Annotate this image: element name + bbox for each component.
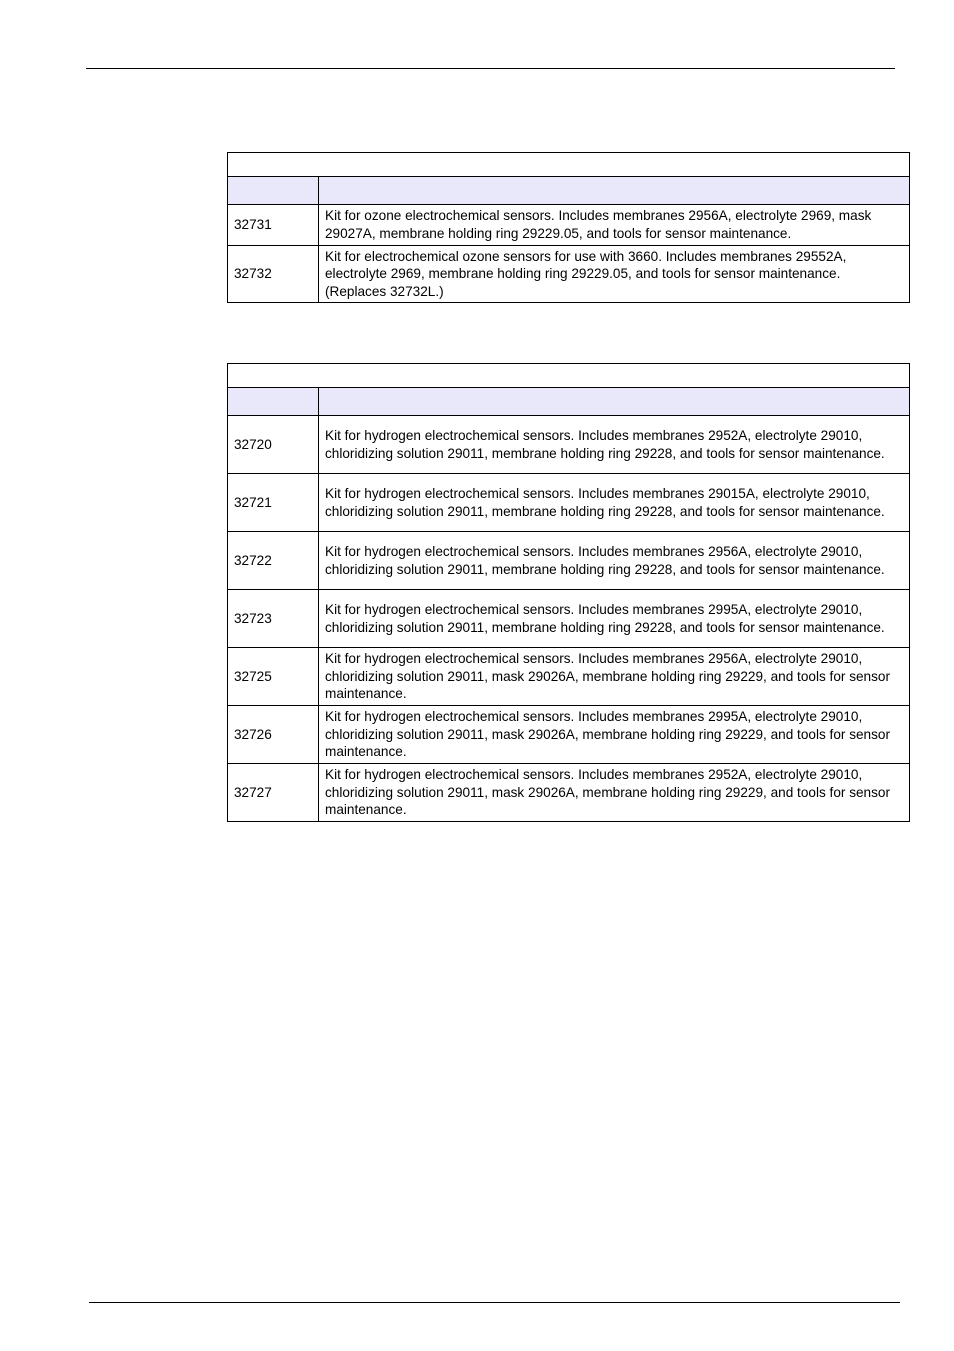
table-row <box>228 706 910 764</box>
kit-description: Kit for hydrogen electrochemical sensors. Includes membranes 2952A, electrolyte 29010, chloridizing solution 29011, mask 29026A, membrane holding ring 29229, and tools for sensor maintenance. <box>319 764 910 822</box>
table-header-row <box>228 177 910 205</box>
kit-description: Kit for hydrogen electrochemical sensors. Includes membranes 2956A, electrolyte 29010, chloridizing solution 29011, membrane holding ring 29228, and tools for sensor maintenance. <box>319 532 910 590</box>
kit-description: Kit for ozone electrochemical sensors. Includes membranes 2956A, electrolyte 2969, mask 29027A, membrane holding ring 29229.05, and tools for sensor maintenance. <box>319 205 910 246</box>
ozone-kit-table <box>227 152 910 303</box>
hydrogen-kit-table <box>227 363 910 822</box>
kit-description: Kit for hydrogen electrochemical sensors. Includes membranes 2956A, electrolyte 29010, chloridizing solution 29011, mask 29026A, membrane holding ring 29229, and tools for sensor maintenance. <box>319 648 910 706</box>
table-row <box>228 764 910 822</box>
kit-description: Kit for hydrogen electrochemical sensors. Includes membranes 29015A, electrolyte 29010, chloridizing solution 29011, membrane holding ring 29228, and tools for sensor maintenance. <box>319 474 910 532</box>
table-row <box>228 648 910 706</box>
catalog-number: 32721 <box>228 474 319 532</box>
catalog-number: 32720 <box>228 416 319 474</box>
catalog-number: 32727 <box>228 764 319 822</box>
kit-description: Kit for hydrogen electrochemical sensors. Includes membranes 2995A, electrolyte 29010, chloridizing solution 29011, mask 29026A, membrane holding ring 29229, and tools for sensor maintenance. <box>319 706 910 764</box>
table-title <box>228 153 910 177</box>
footer-rule <box>89 1302 900 1303</box>
catalog-number: 32722 <box>228 532 319 590</box>
column-header-description <box>319 177 910 205</box>
column-header-description <box>319 388 910 416</box>
kit-description: Kit for electrochemical ozone sensors for use with 3660. Includes membranes 29552A, electrolyte 2969, membrane holding ring 29229.05, and tools for sensor maintenance. (Replaces 32732L.) <box>319 246 910 303</box>
table-title-row <box>228 153 910 177</box>
table-title <box>228 364 910 388</box>
header-rule <box>86 68 895 69</box>
table-row <box>228 590 910 648</box>
catalog-number: 32732 <box>228 246 319 303</box>
table-row <box>228 416 910 474</box>
kit-description: Kit for hydrogen electrochemical sensors. Includes membranes 2952A, electrolyte 29010, chloridizing solution 29011, membrane holding ring 29228, and tools for sensor maintenance. <box>319 416 910 474</box>
column-header-number <box>228 388 319 416</box>
table-row <box>228 474 910 532</box>
catalog-number: 32725 <box>228 648 319 706</box>
kit-description: Kit for hydrogen electrochemical sensors. Includes membranes 2995A, electrolyte 29010, chloridizing solution 29011, membrane holding ring 29228, and tools for sensor maintenance. <box>319 590 910 648</box>
table-row <box>228 532 910 590</box>
table-header-row <box>228 388 910 416</box>
column-header-number <box>228 177 319 205</box>
table-row <box>228 205 910 246</box>
catalog-number: 32723 <box>228 590 319 648</box>
table-title-row <box>228 364 910 388</box>
table-row <box>228 246 910 303</box>
catalog-number: 32726 <box>228 706 319 764</box>
catalog-number: 32731 <box>228 205 319 246</box>
